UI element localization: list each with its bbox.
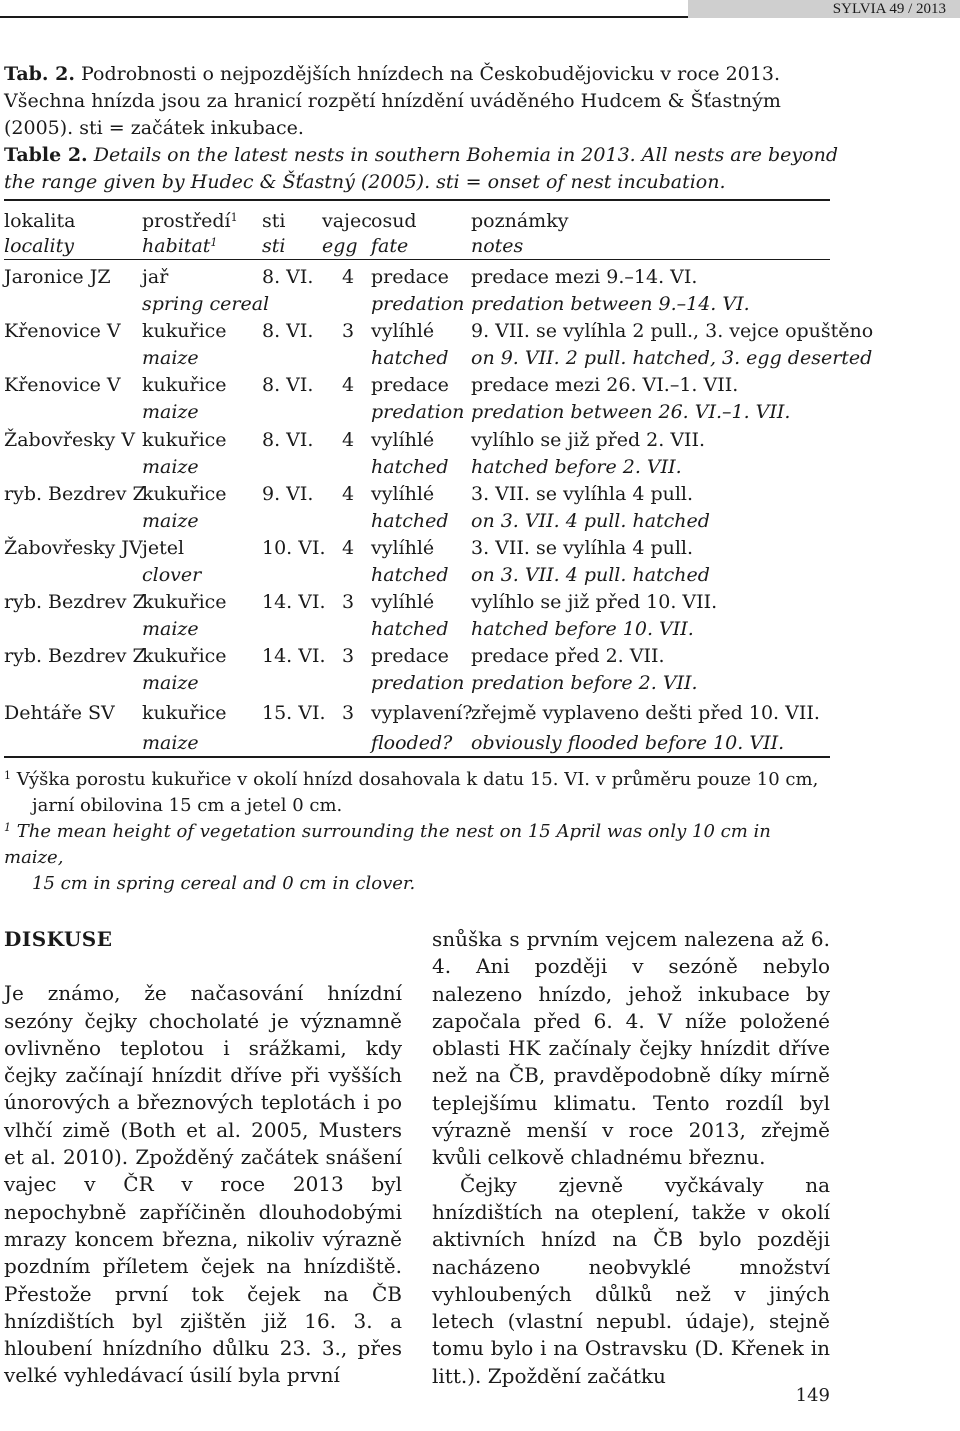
row-eggs: 3 <box>342 320 355 343</box>
header-notes-en: notes <box>471 235 524 257</box>
row-fate-cz: vylíhlé <box>371 428 435 451</box>
row-notes-cz: predace před 2. VII. <box>471 645 665 668</box>
row-notes-cz: predace mezi 9.–14. VI. <box>471 266 698 288</box>
row-fate-en: predation <box>371 672 465 695</box>
header-locality-cz: lokalita <box>4 210 76 232</box>
header-eggs-en: egg <box>322 235 358 257</box>
row-habitat-cz: kukuřice <box>142 374 227 397</box>
row-notes-cz: 9. VII. se vylíhla 2 pull., 3. vejce opuštěno <box>471 320 874 343</box>
row-habitat-cz: kukuřice <box>142 701 227 724</box>
row-locality: ryb. Bezdrev Z <box>4 482 146 505</box>
row-notes-en: hatched before 2. VII. <box>471 455 682 478</box>
caption-english <box>4 142 844 196</box>
row-notes-en: predation before 2. VII. <box>471 672 698 695</box>
row-locality: Křenovice V <box>4 320 121 343</box>
row-fate-cz: vyplavení? <box>371 701 473 724</box>
header-locality-en: locality <box>4 235 75 257</box>
row-eggs: 4 <box>342 537 355 559</box>
row-locality: ryb. Bezdrev Z <box>4 645 146 668</box>
row-habitat-cz: kukuřice <box>142 482 227 505</box>
row-eggs: 3 <box>342 701 355 724</box>
row-habitat-en: clover <box>142 564 202 586</box>
caption-czech <box>4 61 844 142</box>
row-sti: 9. VI. <box>262 482 314 505</box>
caption-cz-label: Tab. 2. <box>4 63 75 85</box>
row-fate-en: hatched <box>371 618 449 641</box>
row-notes-en: on 3. VII. 4 pull. hatched <box>471 564 710 586</box>
row-locality: Křenovice V <box>4 374 121 397</box>
row-fate-en: hatched <box>371 455 449 478</box>
row-sti: 8. VI. <box>262 374 314 397</box>
row-notes-cz: 3. VII. se vylíhla 4 pull. <box>471 482 694 505</box>
row-notes-en: hatched before 10. VII. <box>471 618 694 641</box>
row-sti: 8. VI. <box>262 320 314 343</box>
row-eggs: 3 <box>342 645 355 668</box>
row-fate-en: flooded? <box>371 731 453 754</box>
footnote-en-line2: 15 cm in spring cereal and 0 cm in clover. <box>32 873 416 894</box>
row-fate-cz: vylíhlé <box>371 320 435 343</box>
table-caption <box>4 61 844 196</box>
row-fate-cz: vylíhlé <box>371 537 435 559</box>
discussion-paragraph-3: Čejky zjevně vyčkávaly na hnízdištích na oteplení, takže v okolí aktivních hnízd na ČB bylo později nacházeno neobvyklé množství vyhloubených důlků než v jiných letech (vlastní nepubl. údaje), stejně tomu bylo i na Ostravsku (D. Křenek in litt.). Zpoždění začátku <box>432 1172 830 1388</box>
left-column <box>4 926 402 1390</box>
row-habitat-cz: kukuřice <box>142 320 227 343</box>
row-notes-cz: zřejmě vyplaveno dešti před 10. VII. <box>471 701 820 724</box>
header-habitat-cz: prostředí$^1$ <box>142 210 238 232</box>
row-fate-cz: vylíhlé <box>371 591 435 614</box>
row-eggs: 4 <box>342 374 355 397</box>
row-notes-cz: vylíhlo se již před 2. VII. <box>471 428 706 451</box>
row-locality: ryb. Bezdrev Z <box>4 591 146 614</box>
row-habitat-cz: kukuřice <box>142 591 227 614</box>
header-notes-cz: poznámky <box>471 210 569 232</box>
header-sti-en: sti <box>262 235 286 257</box>
row-notes-en: on 3. VII. 4 pull. hatched <box>471 509 710 532</box>
row-habitat-cz: jař <box>142 266 169 288</box>
row-sti: 8. VI. <box>262 266 314 288</box>
row-habitat-cz: kukuřice <box>142 645 227 668</box>
row-habitat-cz: jetel <box>142 537 185 559</box>
row-fate-en: hatched <box>371 564 449 586</box>
table-top-rule <box>4 199 830 201</box>
row-sti: 14. VI. <box>262 645 326 668</box>
row-fate-en: hatched <box>371 347 449 370</box>
row-habitat-en: maize <box>142 401 199 424</box>
right-column <box>432 926 830 1390</box>
footnote-cz-line1: $^1$ Výška porostu kukuřice v okolí hnízd dosahovala k datu 15. VI. v průměru pouze 10 cm, <box>4 769 819 790</box>
footnote-en-line1: $^1$ The mean height of vegetation surrounding the nest on 15 April was only 10 cm in maize, <box>4 821 771 868</box>
row-locality: Jaronice JZ <box>4 266 111 288</box>
row-habitat-en: maize <box>142 672 199 695</box>
row-fate-cz: predace <box>371 645 449 668</box>
row-notes-en: obviously flooded before 10. VII. <box>471 731 785 754</box>
row-sti: 8. VI. <box>262 428 314 451</box>
row-notes-cz: 3. VII. se vylíhla 4 pull. <box>471 537 694 559</box>
row-habitat-en: maize <box>142 509 199 532</box>
row-habitat-en: maize <box>142 455 199 478</box>
row-habitat-en: maize <box>142 618 199 641</box>
row-fate-en: predation <box>371 401 465 424</box>
row-locality: Žabovřesky JV <box>4 537 143 559</box>
running-header <box>0 0 960 18</box>
table-header-rule <box>4 259 830 260</box>
row-eggs: 4 <box>342 266 355 288</box>
row-habitat-cz: kukuřice <box>142 428 227 451</box>
header-sti-cz: sti <box>262 210 286 232</box>
discussion-paragraph-1: Je známo, že načasování hnízdní sezóny čejky chocholaté je významně ovlivněno teplotou i srážkami, kdy čejky začínají hnízdit dříve při vyšších únorových a březnových teplotách i po vlhčí zimě (Both et al. 2005, Musters et al. 2010). Zpožděný začátek snášení vajec v ČR v roce 2013 byl nepochybně zapříčiněn dlouhodobými mrazy koncem března, nikoliv výrazně pozdním příletem čejek na hnízdiště. Přestože první tok čejek na ČB hnízdištích byl zjištěn již 16. 3. a hloubení hnízdního důlku 23. 3., přes velké vyhledávací úsilí byla první <box>4 981 402 1388</box>
row-notes-en: predation between 26. VI.–1. VII. <box>471 401 791 424</box>
row-notes-en: predation between 9.–14. VI. <box>471 293 750 315</box>
row-sti: 10. VI. <box>262 537 326 559</box>
row-notes-cz: vylíhlo se již před 10. VII. <box>471 591 718 614</box>
header-fate-cz: osud <box>371 210 417 232</box>
section-heading: DISKUSE <box>4 927 113 951</box>
row-sti: 14. VI. <box>262 591 326 614</box>
caption-en-text: Details on the latest nests in southern Bohemia in 2013. All nests are beyond the range given by Hudec & Šťastný (2005). sti = onset of nest incubation. <box>4 144 838 193</box>
row-fate-cz: predace <box>371 374 449 397</box>
row-fate-cz: predace <box>371 266 449 288</box>
row-eggs: 4 <box>342 428 355 451</box>
row-notes-cz: predace mezi 26. VI.–1. VII. <box>471 374 739 397</box>
discussion-paragraph-2: snůška s prvním vejcem nalezena až 6. 4. Ani později v sezóně nebylo nalezeno hnízdo, jehož inkubace by započala před 6. 4. V níže položené oblasti HK začínaly čejky hnízdit dříve než na ČB, pravděpodobně díky mírně teplejšímu klimatu. Tento rozdíl byl výrazně menší v roce 2013, zřejmě kvůli celkově chladnému březnu. <box>432 927 830 1170</box>
footnote-cz-line2: jarní obilovina 15 cm a jetel 0 cm. <box>32 795 343 816</box>
row-habitat-en: maize <box>142 731 199 754</box>
row-fate-en: predation <box>371 293 465 315</box>
table-footnotes <box>4 767 834 897</box>
row-locality: Dehtáře SV <box>4 701 115 724</box>
caption-en-label: Table 2. <box>4 144 88 166</box>
row-fate-cz: vylíhlé <box>371 482 435 505</box>
row-sti: 15. VI. <box>262 701 326 724</box>
row-habitat-en: spring cereal <box>142 293 270 315</box>
header-fate-en: fate <box>371 235 409 257</box>
header-eggs-cz: vajec <box>322 210 372 232</box>
row-eggs: 4 <box>342 482 355 505</box>
header-habitat-en: habitat$^1$ <box>142 235 218 257</box>
row-habitat-en: maize <box>142 347 199 370</box>
row-locality: Žabovřesky V <box>4 428 135 451</box>
row-eggs: 3 <box>342 591 355 614</box>
journal-label: SYLVIA 49 / 2013 <box>688 0 960 18</box>
page-number: 149 <box>795 1385 830 1406</box>
caption-cz-text: Podrobnosti o nejpozdějších hnízdech na Českobudějovicku v roce 2013. Všechna hnízda jsou za hranicí rozpětí hnízdění uváděného Hudcem & Šťastným (2005). sti = začátek inkubace. <box>4 63 781 139</box>
row-notes-en: on 9. VII. 2 pull. hatched, 3. egg deserted <box>471 347 873 370</box>
row-fate-en: hatched <box>371 509 449 532</box>
